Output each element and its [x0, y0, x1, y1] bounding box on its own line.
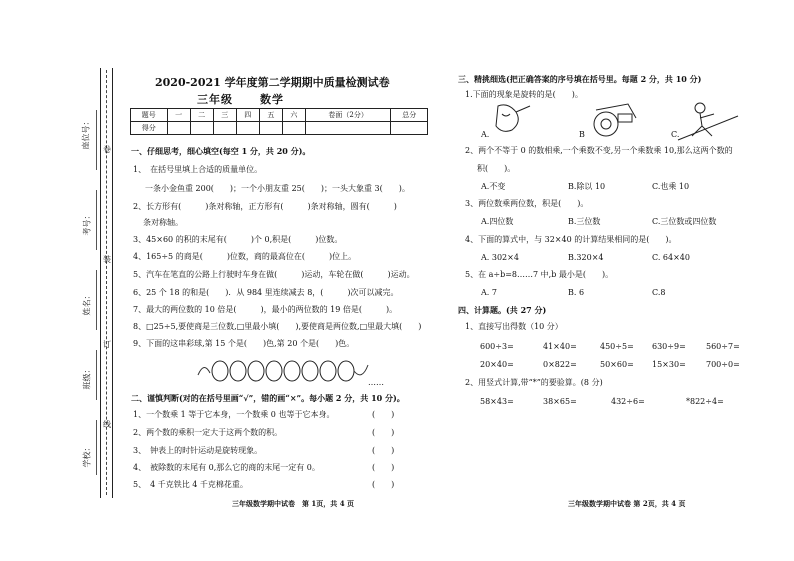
choice-q2-option-a[interactable]: A.不变	[481, 182, 506, 191]
grade-label: 三年级	[197, 93, 233, 106]
choice-q2-option-c[interactable]: C.也乘 10	[652, 182, 690, 191]
vertical-calc-item[interactable]: 432÷6=	[611, 397, 645, 406]
score-table-header-row	[131, 109, 428, 122]
exam-number-label: 考号：	[82, 211, 92, 236]
question-2-cont: 条对称轴。	[143, 218, 183, 227]
choice-q4-option-c[interactable]: C. 64×40	[652, 253, 690, 262]
score-input-cell[interactable]	[391, 122, 428, 135]
answer-paren[interactable]: ( )	[372, 463, 395, 472]
question-6: 6、25 个 18 的和是( )．从 984 里连续减去 8，( )次可以减完。	[133, 288, 399, 297]
calc-item[interactable]: 41×40=	[543, 342, 577, 351]
judge-item-3: 3、 钟表上的时针运动是旋转现象。	[133, 446, 263, 455]
choice-q1-option-a[interactable]: A.	[481, 130, 490, 139]
exam-title: 2020-2021 学年度第二学期期中质量检测试卷	[155, 76, 390, 89]
choice-q2: 2、两个不等于 0 的数相乘,一个乘数不变,另一个乘数乘 10,那么这两个数的	[465, 146, 733, 155]
rotation-pictures	[478, 100, 758, 142]
question-7: 7、最大的两位数的 10 倍是( )，最小的两位数的 19 倍是( )。	[133, 305, 398, 314]
binding-mark: 订	[103, 340, 111, 349]
judge-item-1: 1、一个数乘 1 等于它本身，一个数乘 0 也等于它本身。	[133, 410, 335, 419]
choice-q5-option-c[interactable]: C.8	[652, 288, 666, 297]
score-input-cell[interactable]	[282, 122, 305, 135]
choice-q3-option-b[interactable]: B.三位数	[568, 217, 601, 226]
question-8: 8、□25÷5,要使商是三位数,□里最小填( ),要使商是两位数,□里最大填( )	[133, 322, 422, 331]
calc-item[interactable]: 0×822=	[543, 360, 577, 369]
score-cell: 卷面（2分）	[305, 109, 391, 122]
score-input-cell[interactable]	[167, 122, 190, 135]
choice-q3: 3、两位数乘两位数，积是( )。	[465, 199, 589, 208]
beads-ellipsis: ……	[368, 378, 384, 387]
answer-paren[interactable]: ( )	[372, 428, 395, 437]
question-1: 1、 在括号里填上合适的质量单位。	[133, 165, 263, 174]
choice-q5-option-a[interactable]: A. 7	[481, 288, 497, 297]
question-2: 2、长方形有( )条对称轴，正方形有( )条对称轴，圆有( )	[133, 202, 397, 211]
choice-q3-option-a[interactable]: A.四位数	[481, 217, 514, 226]
score-cell: 二	[190, 109, 213, 122]
answer-paren[interactable]: ( )	[372, 410, 395, 419]
calc-item[interactable]: 450÷5=	[600, 342, 634, 351]
judge-item-4: 4、 被除数的末尾有 0,那么它的商的末尾一定有 0。	[133, 463, 320, 472]
page-footer-left: 三年级数学期中试卷 第 1页，共 4 页	[232, 499, 355, 508]
calc-q2: 2、用竖式计算,带“*”的要验算。(8 分)	[465, 378, 603, 387]
question-5: 5、汽车在笔直的公路上行驶时车身在做( )运动，车轮在做( )运动。	[133, 270, 415, 279]
score-input-cell[interactable]	[213, 122, 236, 135]
binding-mark: 线	[103, 420, 111, 429]
name-label: 姓名：	[82, 291, 92, 316]
score-input-cell[interactable]	[236, 122, 259, 135]
section1-heading: 一、仔细思考，细心填空(每空 1 分，共 20 分)。	[131, 146, 311, 156]
binding-mark: 卷	[103, 145, 111, 154]
score-cell: 六	[282, 109, 305, 122]
answer-paren[interactable]: ( )	[372, 480, 395, 489]
choice-q1: 1.下面的现象是旋转的是( )。	[465, 90, 583, 99]
choice-q5: 5、在 a÷b=8……7 中,b 最小是( )。	[465, 270, 614, 279]
judge-item-2: 2、两个数的乘积一定大于这两个数的积。	[133, 428, 283, 437]
choice-q2-option-b[interactable]: B.除以 10	[568, 182, 606, 191]
seat-number-label: 座位号：	[81, 117, 91, 150]
score-table-score-row	[131, 122, 428, 135]
judge-item-5: 5、 4 千克铁比 4 千克棉花重。	[133, 480, 248, 489]
calc-item[interactable]: 20×40=	[480, 360, 514, 369]
score-input-cell[interactable]	[190, 122, 213, 135]
score-cell: 三	[213, 109, 236, 122]
choice-q1-option-c[interactable]: C.	[671, 130, 680, 139]
score-cell: 题号	[131, 109, 168, 122]
school-label: 学校：	[82, 443, 92, 468]
question-9: 9、下面的这串彩球,第 15 个是( )色,第 20 个是( )色。	[133, 339, 355, 348]
choice-q4-option-a[interactable]: A. 302×4	[481, 253, 519, 262]
score-input-cell[interactable]	[259, 122, 282, 135]
score-input-cell[interactable]	[305, 122, 391, 135]
section2-heading: 二、谨慎判断(对的在括号里画“√”，错的画“×”。每小题 2 分，共 10 分)。	[131, 393, 405, 403]
calc-item[interactable]: 600÷3=	[480, 342, 514, 351]
choice-q4-option-b[interactable]: B.320×4	[568, 253, 604, 262]
section3-heading: 三、精挑细选(把正确答案的序号填在括号里。每题 2 分，共 10 分)	[458, 74, 702, 84]
subject-label: 数学	[260, 93, 284, 106]
choice-q2-cont: 积( )。	[477, 164, 516, 173]
score-cell: 五	[259, 109, 282, 122]
class-label: 班级：	[82, 365, 92, 390]
score-cell: 总分	[391, 109, 428, 122]
vertical-calc-item[interactable]: *822÷4=	[686, 397, 724, 406]
calc-item[interactable]: 700÷0=	[706, 360, 740, 369]
calc-item[interactable]: 50×60=	[600, 360, 634, 369]
choice-q3-option-c[interactable]: C.三位数或四位数	[652, 217, 717, 226]
score-cell: 一	[167, 109, 190, 122]
question-4: 4、165÷5 的商是( )位数，商的最高位在( )位上。	[133, 252, 357, 261]
question-3: 3、45×60 的积的末尾有( )个 0,积是( )位数。	[133, 235, 343, 244]
calc-q1: 1、直接写出得数（10 分）	[465, 322, 563, 331]
choice-q5-option-b[interactable]: B. 6	[568, 288, 585, 297]
calc-item[interactable]: 560÷7=	[706, 342, 740, 351]
score-table	[130, 108, 428, 135]
section4-heading: 四、计算题。(共 27 分)	[458, 305, 547, 315]
page-footer-right: 三年级数学期中试卷 第 2页，共 4 页	[568, 499, 686, 508]
binding-mark: 装	[103, 255, 111, 264]
answer-paren[interactable]: ( )	[372, 446, 395, 455]
choice-q1-option-b[interactable]: B	[579, 130, 585, 139]
vertical-calc-item[interactable]: 58×43=	[480, 397, 514, 406]
vertical-calc-item[interactable]: 38×65=	[543, 397, 577, 406]
colored-beads-illustration	[196, 353, 386, 387]
score-cell: 四	[236, 109, 259, 122]
calc-item[interactable]: 630÷9=	[652, 342, 686, 351]
question-1-content: 一条小金鱼重 200( )；一个小朋友重 25( )；一头大象重 3( )。	[145, 184, 410, 193]
choice-q4: 4、下面的算式中，与 32×40 的计算结果相同的是( )。	[465, 235, 677, 244]
score-cell: 得分	[131, 122, 168, 135]
calc-item[interactable]: 15×30=	[652, 360, 686, 369]
